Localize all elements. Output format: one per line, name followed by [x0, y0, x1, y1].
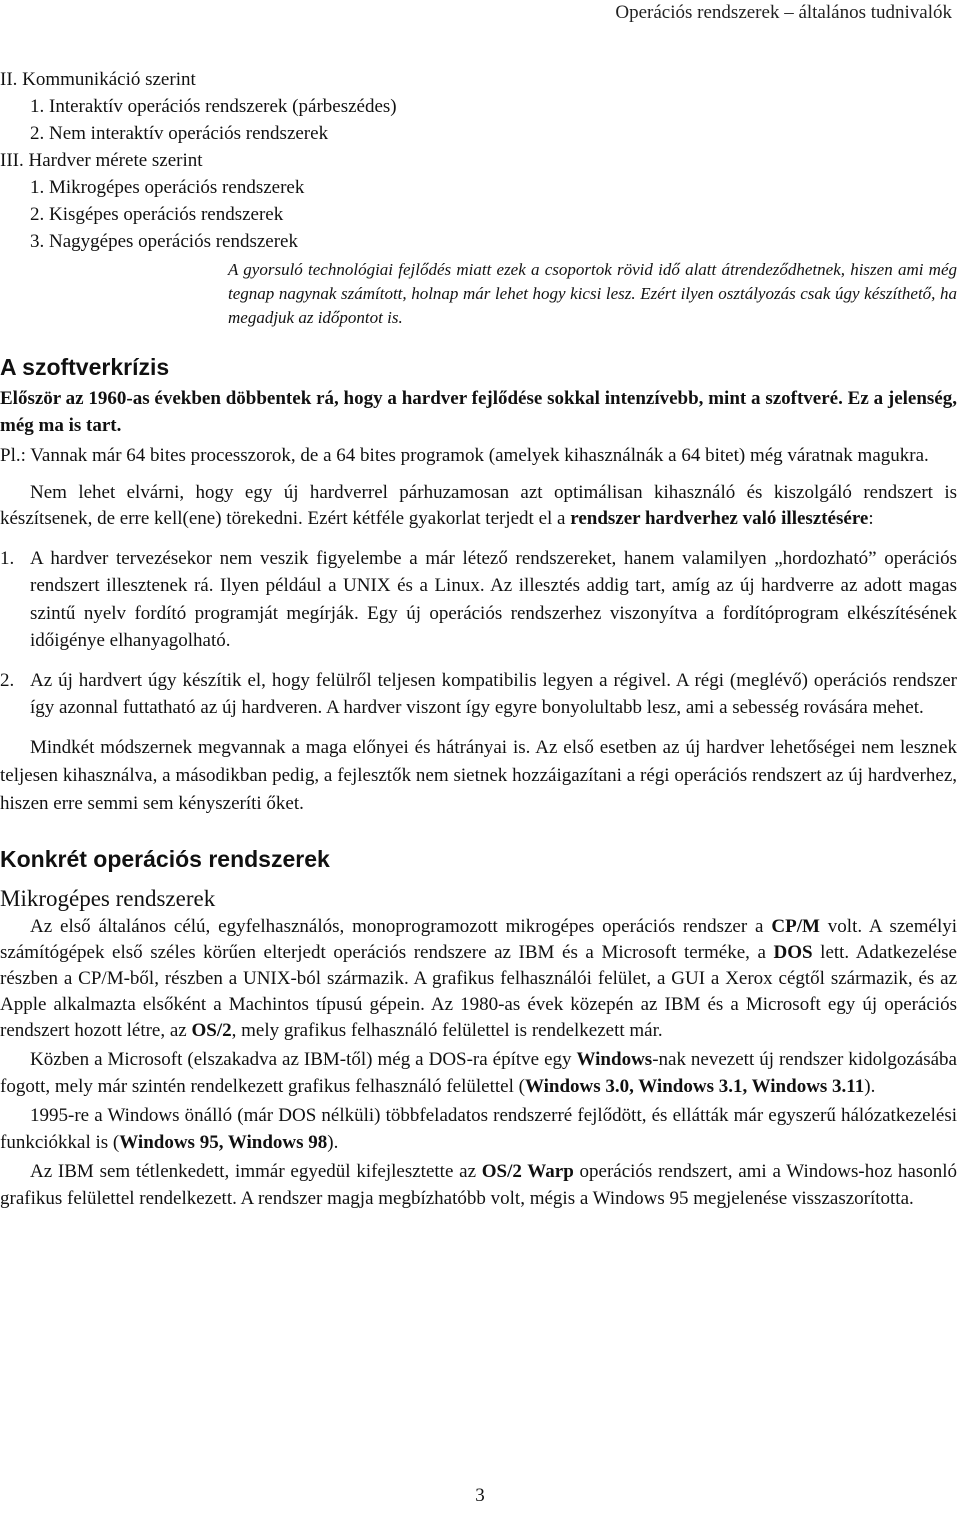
crisis-example: Pl.: Vannak már 64 bites processzorok, de a 64 bites programok (amelyek kihasználnák a 64 bitet) még váratnak magukra. — [0, 445, 929, 466]
text: 1995-re a Windows önálló (már DOS nélküli) többfeladatos rendszerré fejlődött, és ellátták már egyszerű hálózatkezelési funkciókkal is ( — [0, 1104, 957, 1153]
micro-paragraph-4 — [0, 1158, 957, 1212]
section-heading-concrete: Konkrét operációs rendszerek — [0, 845, 330, 872]
text: Az IBM sem tétlenkedett, immár egyedül kifejlesztette az — [30, 1160, 482, 1182]
text: Közben a Microsoft (elszakadva az IBM-től) még a DOS-ra építve egy — [30, 1048, 577, 1070]
crisis-bold-text: Először az 1960-as években döbbentek rá, hogy a hardver fejlődése sokkal intenzívebb, mint a szoftveré. Ez a jelenség, még ma is tart. — [0, 388, 957, 436]
classification-note: A gyorsuló technológiai fejlődés miatt ezek a csoportok rövid idő alatt átrendeződhetnek, hiszen ami még tegnap nagynak számított, holnap már lehet hogy kicsi lesz. Ezért ilyen osztályozás csak úgy készíthető, ha megadjuk az időpontot is. — [228, 260, 957, 327]
crisis-bold-paragraph — [0, 386, 957, 439]
crisis-paragraph-text: Nem lehet elvárni, hogy egy új hardverrel párhuzamosan azt optimálisan kihasználó és kiszolgáló rendszert is készítsenek, de erre kell(ene) törekedni. Ezért kétféle gyakorlat terjedt el a — [0, 481, 957, 529]
list-number: 2. — [0, 669, 15, 691]
crisis-conclusion: Mindkét módszernek megvannak a maga előnyei és hátrányai is. Az első esetben az új hardver lehetőségei nem lesznek teljesen kihasználva, a másodikban pedig, a fejlesztők nem sietnek hozzáigazítani a régi operációs rendszert az új hardverhez, hiszen erre semmi sem kényszeríti őket. — [0, 736, 957, 814]
outline-item: 1. Interaktív operációs rendszerek (párbeszédes) — [30, 96, 397, 117]
bold-term-windows: Windows — [576, 1048, 653, 1070]
bold-term-os2: OS/2 — [191, 1019, 232, 1041]
text: lett. Adatkezelése részben a CP/M-ből, részben a UNIX-ból származik. A grafikus felhasználói felület, a GUI a Xerox cégtől származik, és az Apple alkalmazta elsőként a Machintos típusú gépein. Az 1980-as évek közepén az IBM és a Microsoft egy új operációs rendszert hozott létre, az — [0, 941, 957, 1041]
outline-hardware-size — [0, 147, 957, 255]
bold-term-windows-9x: Windows 95, Windows 98 — [119, 1131, 328, 1153]
text: ). — [864, 1075, 876, 1097]
micro-paragraph-1 — [0, 914, 957, 1044]
page-number: 3 — [475, 1485, 485, 1506]
crisis-paragraph-bold: rendszer hardverhez való illesztésére — [570, 508, 869, 529]
list-number: 1. — [0, 547, 15, 569]
section-heading-software-crisis: A szoftverkrízis — [0, 354, 170, 380]
bold-term-dos: DOS — [773, 941, 813, 963]
bold-term-cpm: CP/M — [771, 915, 820, 937]
text: volt. A személyi számítógépek első széles körűen elterjedt operációs rendszere az IBM és a Microsoft terméke, a — [0, 915, 958, 963]
micro-paragraph-3 — [0, 1102, 957, 1156]
outline-item: 2. Nem interaktív operációs rendszerek — [30, 123, 329, 144]
text: ). — [327, 1131, 339, 1153]
text: , mely grafikus felhasználó felülettel is rendelkezett már. — [231, 1019, 663, 1041]
list-text: A hardver tervezésekor nem veszik figyelembe a már létező rendszereket, hanem valamilyen „hordozható” operációs rendszert illesztenek rá. Ilyen például a UNIX és a Linux. Az illesztés addig tart, amíg az új hardverre az adott magas szintű nyelv fordító programját megírják. Egy új operációs rendszerhez viszonyítva a fordítóprogram elkészítésének időigénye elhanyagolható. — [30, 547, 957, 651]
page-content — [0, 66, 957, 1212]
outline-item: 1. Mikrogépes operációs rendszerek — [30, 177, 305, 198]
bold-term-windows-3x: Windows 3.0, Windows 3.1, Windows 3.11 — [524, 1075, 865, 1097]
outline-heading-hardware-size: III. Hardver mérete szerint — [0, 150, 203, 171]
crisis-paragraph — [0, 480, 957, 533]
list-item — [0, 667, 957, 722]
micro-paragraph-2 — [0, 1046, 957, 1100]
list-text: Az új hardvert úgy készítik el, hogy felülről teljesen kompatibilis legyen a régivel. A régi (meglévő) operációs rendszer így azonnal futtatható az új hardveren. A hardver viszont így egyre bonyolultabb lesz, ami a sebesség rovására mehet. — [30, 669, 957, 718]
bold-term-os2-warp: OS/2 Warp — [481, 1160, 574, 1182]
subheading-micro-systems: Mikrogépes rendszerek — [0, 885, 216, 911]
list-item — [0, 545, 957, 655]
running-header: Operációs rendszerek – általános tudnivalók — [615, 2, 952, 23]
text: -nak nevezett új rendszer kidolgozásába fogott, mely már szintén rendelkezett grafikus felhasználó felülettel ( — [0, 1048, 957, 1097]
outline-item: 3. Nagygépes operációs rendszerek — [30, 231, 298, 252]
text: operációs rendszert, ami a Windows-hoz hasonló grafikus felülettel rendelkezett. A rendszer magja megbízhatóbb volt, mégis a Windows 95 megjelenése visszaszorította. — [0, 1160, 957, 1209]
outline-communication — [0, 66, 957, 147]
crisis-paragraph-end: : — [868, 508, 874, 529]
text: Az első általános célú, egyfelhasználós, monoprogramozott mikrogépes operációs rendszer a — [30, 915, 772, 937]
outline-item: 2. Kisgépes operációs rendszerek — [30, 204, 284, 225]
outline-heading-communication: II. Kommunikáció szerint — [0, 69, 196, 90]
